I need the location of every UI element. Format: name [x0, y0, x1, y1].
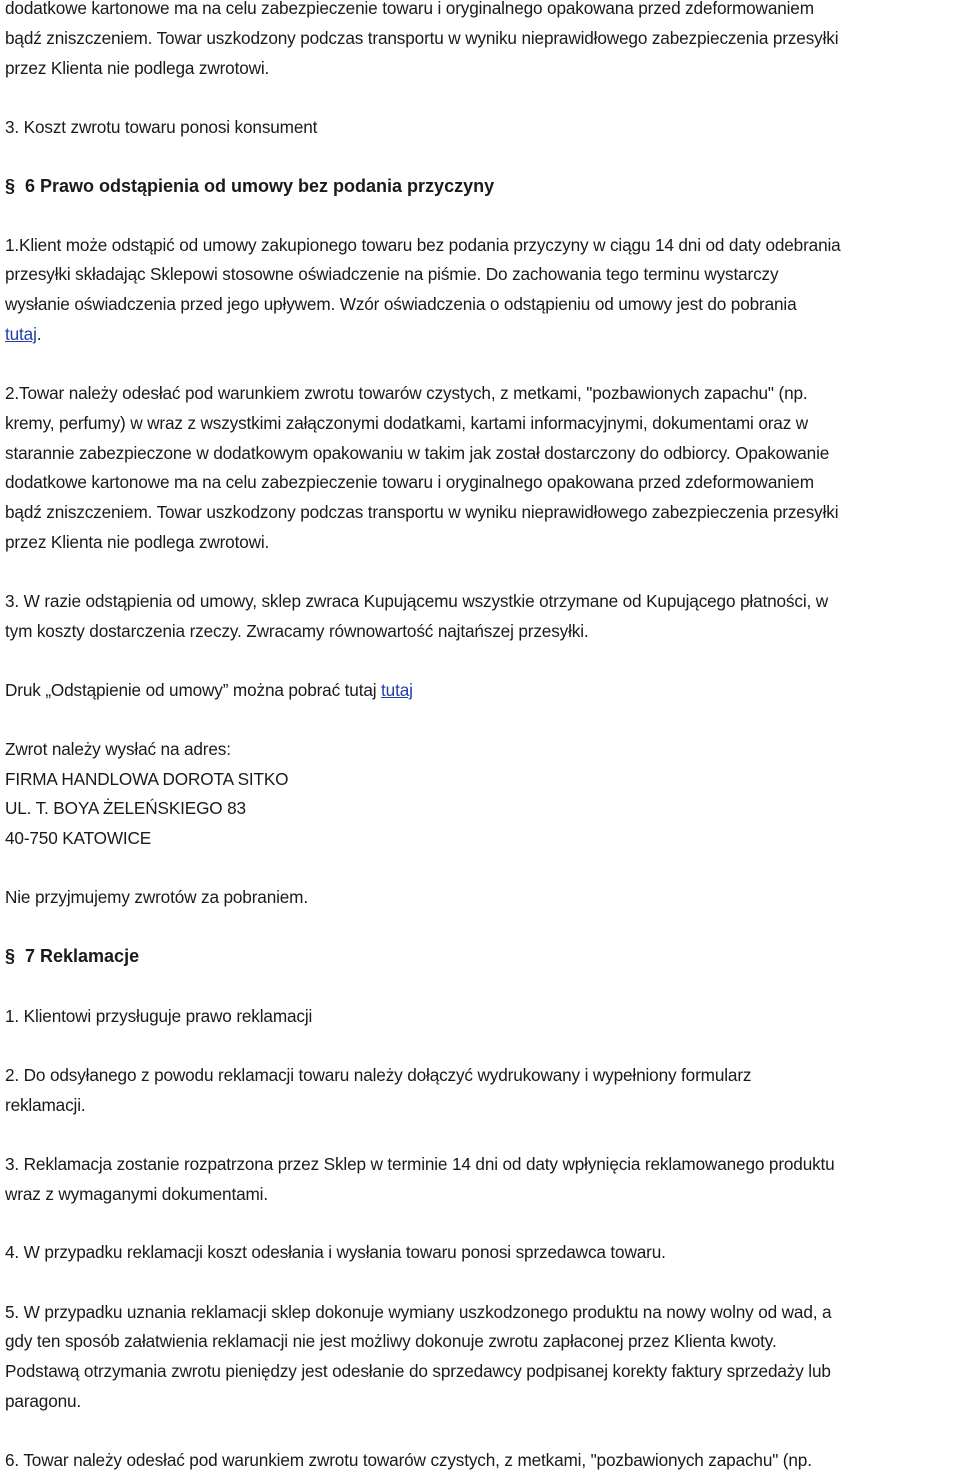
section-7-heading: [5, 944, 139, 968]
s6-p2-line-2: kremy, perfumy) w wraz z wszystkimi załączonymi dodatkami, kartami informacyjnymi, dokumentami oraz w: [5, 413, 809, 433]
s7-p1: 1. Klientowi przysługuje prawo reklamacji: [5, 1006, 313, 1026]
s6-p3-line-2: tym koszty dostarczenia rzeczy. Zwracamy równowartość najtańszej przesyłki.: [5, 621, 589, 641]
section-7-title: 7 Reklamacje: [25, 946, 140, 966]
s6-p1-line-2: przesyłki składając Sklepowi stosowne oświadczenie na piśmie. Do zachowania tego terminu wystarczy: [5, 264, 779, 284]
section-mark-7: §: [5, 946, 16, 966]
section-6-title: 6 Prawo odstąpienia od umowy bez podania przyczyny: [25, 176, 495, 196]
section-6-heading: [5, 174, 494, 198]
s6-p2-line-6: przez Klienta nie podlega zwrotowi.: [5, 532, 270, 552]
no-cod-note: Nie przyjmujemy zwrotów za pobraniem.: [5, 887, 308, 907]
s7-p5-line-3: Podstawą otrzymania zwrotu pieniędzy jest odesłanie do sprzedawcy podpisanej korekty faktury sprzedaży lub: [5, 1361, 831, 1381]
s6-p1-line-3: wysłanie oświadczenia przed jego upływem. Wzór oświadczenia o odstąpieniu od umowy jest do pobrania: [5, 294, 797, 314]
s6-p2-line-3: starannie zabezpieczone w dodatkowym opakowaniu w takim jak został dostarczony do odbiorcy. Opakowanie: [5, 443, 830, 463]
address-street: UL. T. BOYA ŻELEŃSKIEGO 83: [5, 798, 246, 818]
intro-line-1: dodatkowe kartonowe ma na celu zabezpieczenie towaru i oryginalnego opakowana przed zdeformowaniem: [5, 0, 814, 18]
s7-p5-line-4: paragonu.: [5, 1391, 82, 1411]
intro-point-3: 3. Koszt zwrotu towaru ponosi konsument: [5, 117, 318, 137]
s7-p2-line-2: reklamacji.: [5, 1095, 86, 1115]
s7-p3-line-2: wraz z wymaganymi dokumentami.: [5, 1184, 268, 1204]
druk-text: Druk „Odstąpienie od umowy” można pobrać tutaj: [5, 680, 382, 700]
s7-p3-line-1: 3. Reklamacja zostanie rozpatrzona przez Sklep w terminie 14 dni od daty wpłynięcia reklamowanego produktu: [5, 1154, 835, 1174]
address-label: Zwrot należy wysłać na adres:: [5, 739, 231, 759]
s7-p5-line-2: gdy ten sposób załatwienia reklamacji nie jest możliwy dokonuje zwrotu zapłaconej przez Klienta kwoty.: [5, 1331, 777, 1351]
s6-p1-line-4: [5, 322, 41, 346]
intro-line-2: bądź zniszczeniem. Towar uszkodzony podczas transportu w wyniku nieprawidłowego zabezpieczenia przesyłki: [5, 28, 839, 48]
intro-line-3: przez Klienta nie podlega zwrotowi.: [5, 58, 270, 78]
druk-download-link[interactable]: tutaj: [381, 680, 413, 700]
s6-p2-line-4: dodatkowe kartonowe ma na celu zabezpieczenie towaru i oryginalnego opakowana przed zdeformowaniem: [5, 472, 814, 492]
download-form-link[interactable]: tutaj: [5, 324, 37, 344]
section-mark-6: §: [5, 176, 16, 196]
s6-p1-line-1: 1.Klient może odstąpić od umowy zakupionego towaru bez podania przyczyny w ciągu 14 dni od daty odebrania: [5, 235, 841, 255]
druk-line: [5, 678, 413, 702]
s7-p2-line-1: 2. Do odsyłanego z powodu reklamacji towaru należy dołączyć wydrukowany i wypełniony formularz: [5, 1065, 752, 1085]
s7-p6: 6. Towar należy odesłać pod warunkiem zwrotu towarów czystych, z metkami, "pozbawionych zapachu" (np.: [5, 1450, 812, 1470]
s6-p3-line-1: 3. W razie odstąpienia od umowy, sklep zwraca Kupującemu wszystkie otrzymane od Kupującego płatności, w: [5, 591, 829, 611]
s7-p4: 4. W przypadku reklamacji koszt odesłania i wysłania towaru ponosi sprzedawca towaru.: [5, 1242, 666, 1262]
s7-p5-line-1: 5. W przypadku uznania reklamacji sklep dokonuje wymiany uszkodzonego produktu na nowy wolny od wad, a: [5, 1302, 832, 1322]
address-company: FIRMA HANDLOWA DOROTA SITKO: [5, 769, 289, 789]
s6-p2-line-5: bądź zniszczeniem. Towar uszkodzony podczas transportu w wyniku nieprawidłowego zabezpieczenia przesyłki: [5, 502, 839, 522]
s6-p2-line-1: 2.Towar należy odesłać pod warunkiem zwrotu towarów czystych, z metkami, "pozbawionych zapachu" (np.: [5, 383, 808, 403]
s6-p1-end: .: [36, 324, 42, 344]
address-city: 40-750 KATOWICE: [5, 828, 152, 848]
